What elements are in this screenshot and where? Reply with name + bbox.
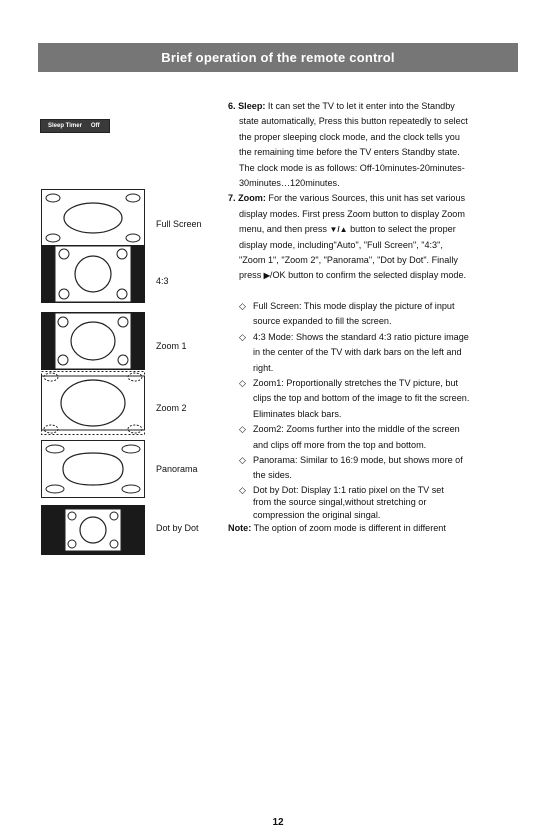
section-title-banner bbox=[38, 43, 518, 72]
sleep-line-6: 30minutes…120minutes. bbox=[239, 178, 340, 189]
diamond-bullet-icon: ◇ bbox=[239, 424, 246, 435]
bullet-line: source expanded to fill the screen. bbox=[253, 316, 392, 327]
diamond-bullet-icon: ◇ bbox=[239, 331, 246, 342]
zoom-line-4: display mode, including"Auto", "Full Screen", "4:3", bbox=[239, 239, 443, 250]
section-title: Brief operation of the remote control bbox=[161, 50, 395, 65]
bullet-line: compression the original singal. bbox=[253, 509, 381, 520]
mode-label-zoom-2: Zoom 2 bbox=[156, 403, 187, 413]
bullet-full-screen bbox=[239, 299, 520, 330]
zoom-line-6 bbox=[228, 268, 520, 283]
bullet-line: clips the top and bottom of the image to fit the screen. bbox=[253, 393, 470, 404]
zoom-line-3a: menu, and then press bbox=[239, 224, 330, 235]
panorama-diagram bbox=[41, 440, 145, 498]
zoom-line-6b: /OK button to confirm the selected display mode. bbox=[269, 270, 467, 281]
diamond-bullet-icon: ◇ bbox=[239, 454, 246, 465]
bullet-line: 4:3 Mode: Shows the standard 4:3 ratio picture image bbox=[253, 331, 469, 342]
sleep-heading-line bbox=[228, 99, 520, 114]
four-three-diagram bbox=[41, 245, 145, 303]
bullet-line: in the center of the TV with dark bars on the left and bbox=[253, 347, 462, 358]
page-number: 12 bbox=[272, 817, 284, 828]
dot-by-dot-diagram bbox=[41, 505, 145, 563]
note-title: Note: bbox=[228, 523, 252, 534]
zoom-line-1: For the various Sources, this unit has set various bbox=[265, 193, 466, 204]
bullet-zoom-2 bbox=[239, 422, 520, 453]
sleep-timer-label: Sleep Timer bbox=[48, 123, 82, 129]
sleep-timer-value: Off bbox=[90, 123, 100, 129]
sleep-title: 6. Sleep: bbox=[228, 101, 266, 111]
diamond-bullet-icon: ◇ bbox=[239, 300, 246, 311]
sleep-timer-osd bbox=[40, 119, 110, 133]
bullet-line: the sides. bbox=[253, 470, 292, 481]
mode-label-4-3: 4:3 bbox=[156, 276, 169, 286]
sleep-line-2: state automatically, Press this button repeatedly to select bbox=[239, 116, 468, 127]
mode-label-dot-by-dot: Dot by Dot bbox=[156, 523, 199, 533]
zoom-1-diagram bbox=[41, 312, 145, 370]
bullet-line: and clips off more from the top and bottom. bbox=[253, 439, 427, 450]
full-screen-diagram bbox=[41, 189, 145, 247]
sleep-line-1: It can set the TV to let it enter into the Standby bbox=[265, 101, 455, 111]
bullet-4-3 bbox=[239, 330, 520, 376]
bullet-zoom-1 bbox=[239, 376, 520, 422]
bullet-dot-by-dot bbox=[239, 484, 520, 522]
zoom-line-2: display modes. First press Zoom button to display Zoom bbox=[239, 208, 465, 219]
sleep-line-3: the proper sleeping clock mode, and the clock tells you bbox=[239, 131, 460, 142]
note-line bbox=[228, 521, 520, 536]
zoom-title: 7. Zoom: bbox=[228, 193, 266, 204]
zoom-line-6a: press bbox=[239, 270, 264, 281]
bullet-line: right. bbox=[253, 362, 274, 373]
spacer bbox=[228, 284, 520, 299]
bullet-line: Dot by Dot: Display 1:1 ratio pixel on the TV set bbox=[253, 484, 444, 495]
mode-label-full-screen: Full Screen bbox=[156, 219, 202, 229]
bullet-line: from the source singal,without stretching or bbox=[253, 497, 427, 508]
zoom-line-5: "Zoom 1", "Zoom 2", "Panorama", "Dot by Dot". Finally bbox=[239, 255, 458, 266]
zoom-heading-line bbox=[228, 191, 520, 206]
bullet-panorama bbox=[239, 453, 520, 484]
diamond-bullet-icon: ◇ bbox=[239, 484, 246, 495]
note-text: The option of zoom mode is different in different bbox=[251, 523, 446, 534]
zoom-2-diagram bbox=[41, 371, 145, 435]
zoom-line-3 bbox=[228, 222, 520, 237]
sleep-line-5: The clock mode is as follows: Off-10minutes-20minutes- bbox=[239, 162, 465, 173]
bullet-line: Full Screen: This mode display the picture of input bbox=[253, 300, 455, 311]
zoom-line-3b: button to select the proper bbox=[347, 224, 456, 235]
instructions-text bbox=[228, 99, 520, 537]
mode-label-zoom-1: Zoom 1 bbox=[156, 341, 187, 351]
play-arrow-icon: ▶ bbox=[263, 271, 270, 281]
mode-label-panorama: Panorama bbox=[156, 464, 198, 474]
bullet-line: Panorama: Similar to 16:9 mode, but shows more of bbox=[253, 454, 463, 465]
sleep-line-4: the remaining time before the TV enters Standby state. bbox=[239, 147, 460, 158]
bullet-line: Zoom2: Zooms further into the middle of the screen bbox=[253, 424, 460, 435]
diamond-bullet-icon: ◇ bbox=[239, 377, 246, 388]
down-up-arrow-icon: ▼/▲ bbox=[329, 225, 348, 235]
bullet-line: Eliminates black bars. bbox=[253, 408, 342, 419]
bullet-line: Zoom1: Proportionally stretches the TV picture, but bbox=[253, 377, 459, 388]
